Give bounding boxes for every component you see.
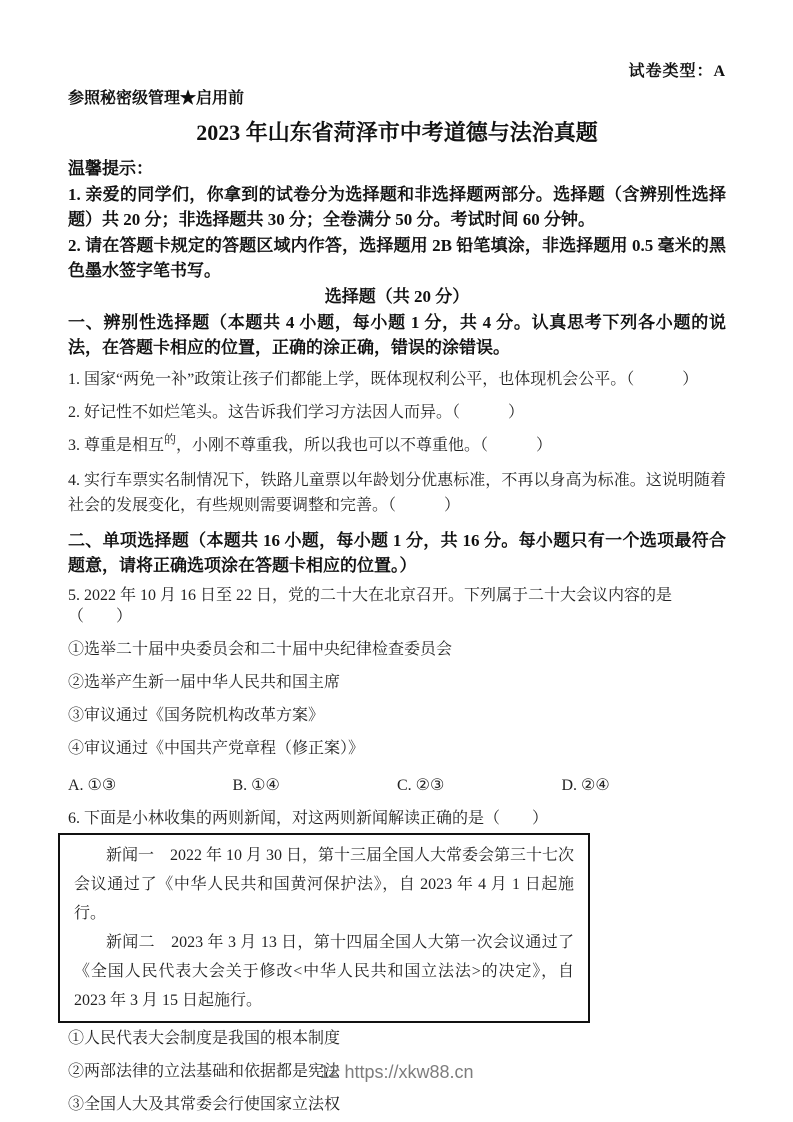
question-2: 2. 好记性不如烂笔头。这告诉我们学习方法因人而异。（ ） xyxy=(68,404,525,421)
notice-item-2: 2. 请在答题卡规定的答题区域内作答，选择题用 2B 铅笔填涂，非选择题用 0.5 毫米的黑色墨水签字笔书写。 xyxy=(68,236,726,280)
question-3 xyxy=(68,432,726,456)
page-footer-watermark: 12 https://xkw88.cn xyxy=(319,1062,474,1082)
question-5-item-3: ③审议通过《国务院机构改革方案》 xyxy=(68,707,325,724)
option-b: B. ①④ xyxy=(232,777,280,794)
news-item-2: 新闻二 2023 年 3 月 13 日，第十四届全国人大第一次会议通过了《全国人民代表大会关于修改<中华人民共和国立法法>的决定》，自 2023 年 3 月 15 日起施行。 xyxy=(74,934,574,1009)
question-6-statement-3: ③全国人大及其常委会行使国家立法权 xyxy=(68,1096,341,1113)
question-5-item-1: ①选举二十届中央委员会和二十届中央纪律检查委员会 xyxy=(68,641,453,658)
question-3-text-cont: ，小刚不尊重我，所以我也可以不尊重他。（ ） xyxy=(176,437,553,454)
exam-title: 2023 年山东省菏泽市中考道德与法治真题 xyxy=(196,120,598,145)
question-6-statement-2: ②两部法律的立法基础和依据都是宪法 xyxy=(68,1063,341,1080)
choice-section-title: 选择题（共 20 分） xyxy=(324,287,470,306)
notice-heading: 温馨提示： xyxy=(68,159,153,178)
question-1: 1. 国家“两免一补”政策让孩子们都能上学，既体现权利公平，也体现机会公平。（ ） xyxy=(68,371,699,388)
paper-type-label: 试卷类型：A xyxy=(628,63,726,80)
security-notice: 参照秘密级管理★启用前 xyxy=(68,90,245,107)
notice-item-1: 1. 亲爱的同学们，你拿到的试卷分为选择题和非选择题两部分。选择题（含辨别性选择题）共 20 分；非选择题共 30 分；全卷满分 50 分。考试时间 60 分钟。 xyxy=(68,185,726,229)
option-d: D. ②④ xyxy=(561,777,610,794)
part-one-heading: 一、辨别性选择题（本题共 4 小题，每小题 1 分，共 4 分。认真思考下列各小题的说法，在答题卡相应的位置，正确的涂正确，错误的涂错误。 xyxy=(68,313,726,357)
question-5-options xyxy=(68,775,726,796)
option-c: C. ②③ xyxy=(397,777,445,794)
option-a: A. ①③ xyxy=(68,777,117,794)
question-5-stem: 5. 2022 年 10 月 16 日至 22 日，党的二十大在北京召开。下列属于二十大会议内容的是（ ） xyxy=(68,587,673,625)
question-3-text: 3. 尊重是相互 xyxy=(68,437,165,454)
news-item-1: 新闻一 2022 年 10 月 30 日，第十三届全国人大常委会第三十七次会议通过了《中华人民共和国黄河保护法》，自 2023 年 4 月 1 日起施行。 xyxy=(74,847,575,922)
question-4: 4. 实行车票实名制情况下，铁路儿童票以年龄划分优惠标准，不再以身高为标准。这说明随着社会的发展变化，有些规则需要调整和完善。（ ） xyxy=(68,472,726,514)
news-box xyxy=(58,833,590,1023)
part-two-heading: 二、单项选择题（本题共 16 小题，每小题 1 分，共 16 分。每小题只有一个选项最符合题意，请将正确选项涂在答题卡相应的位置。） xyxy=(68,531,726,575)
question-3-superscript: 的 xyxy=(164,432,177,447)
question-5-item-4: ④审议通过《中国共产党章程（修正案）》 xyxy=(68,740,365,757)
question-6-stem: 6. 下面是小林收集的两则新闻，对这两则新闻解读正确的是（ ） xyxy=(68,810,549,827)
question-5-item-2: ②选举产生新一届中华人民共和国主席 xyxy=(68,674,341,691)
question-6-statement-1: ①人民代表大会制度是我国的根本制度 xyxy=(68,1030,341,1047)
